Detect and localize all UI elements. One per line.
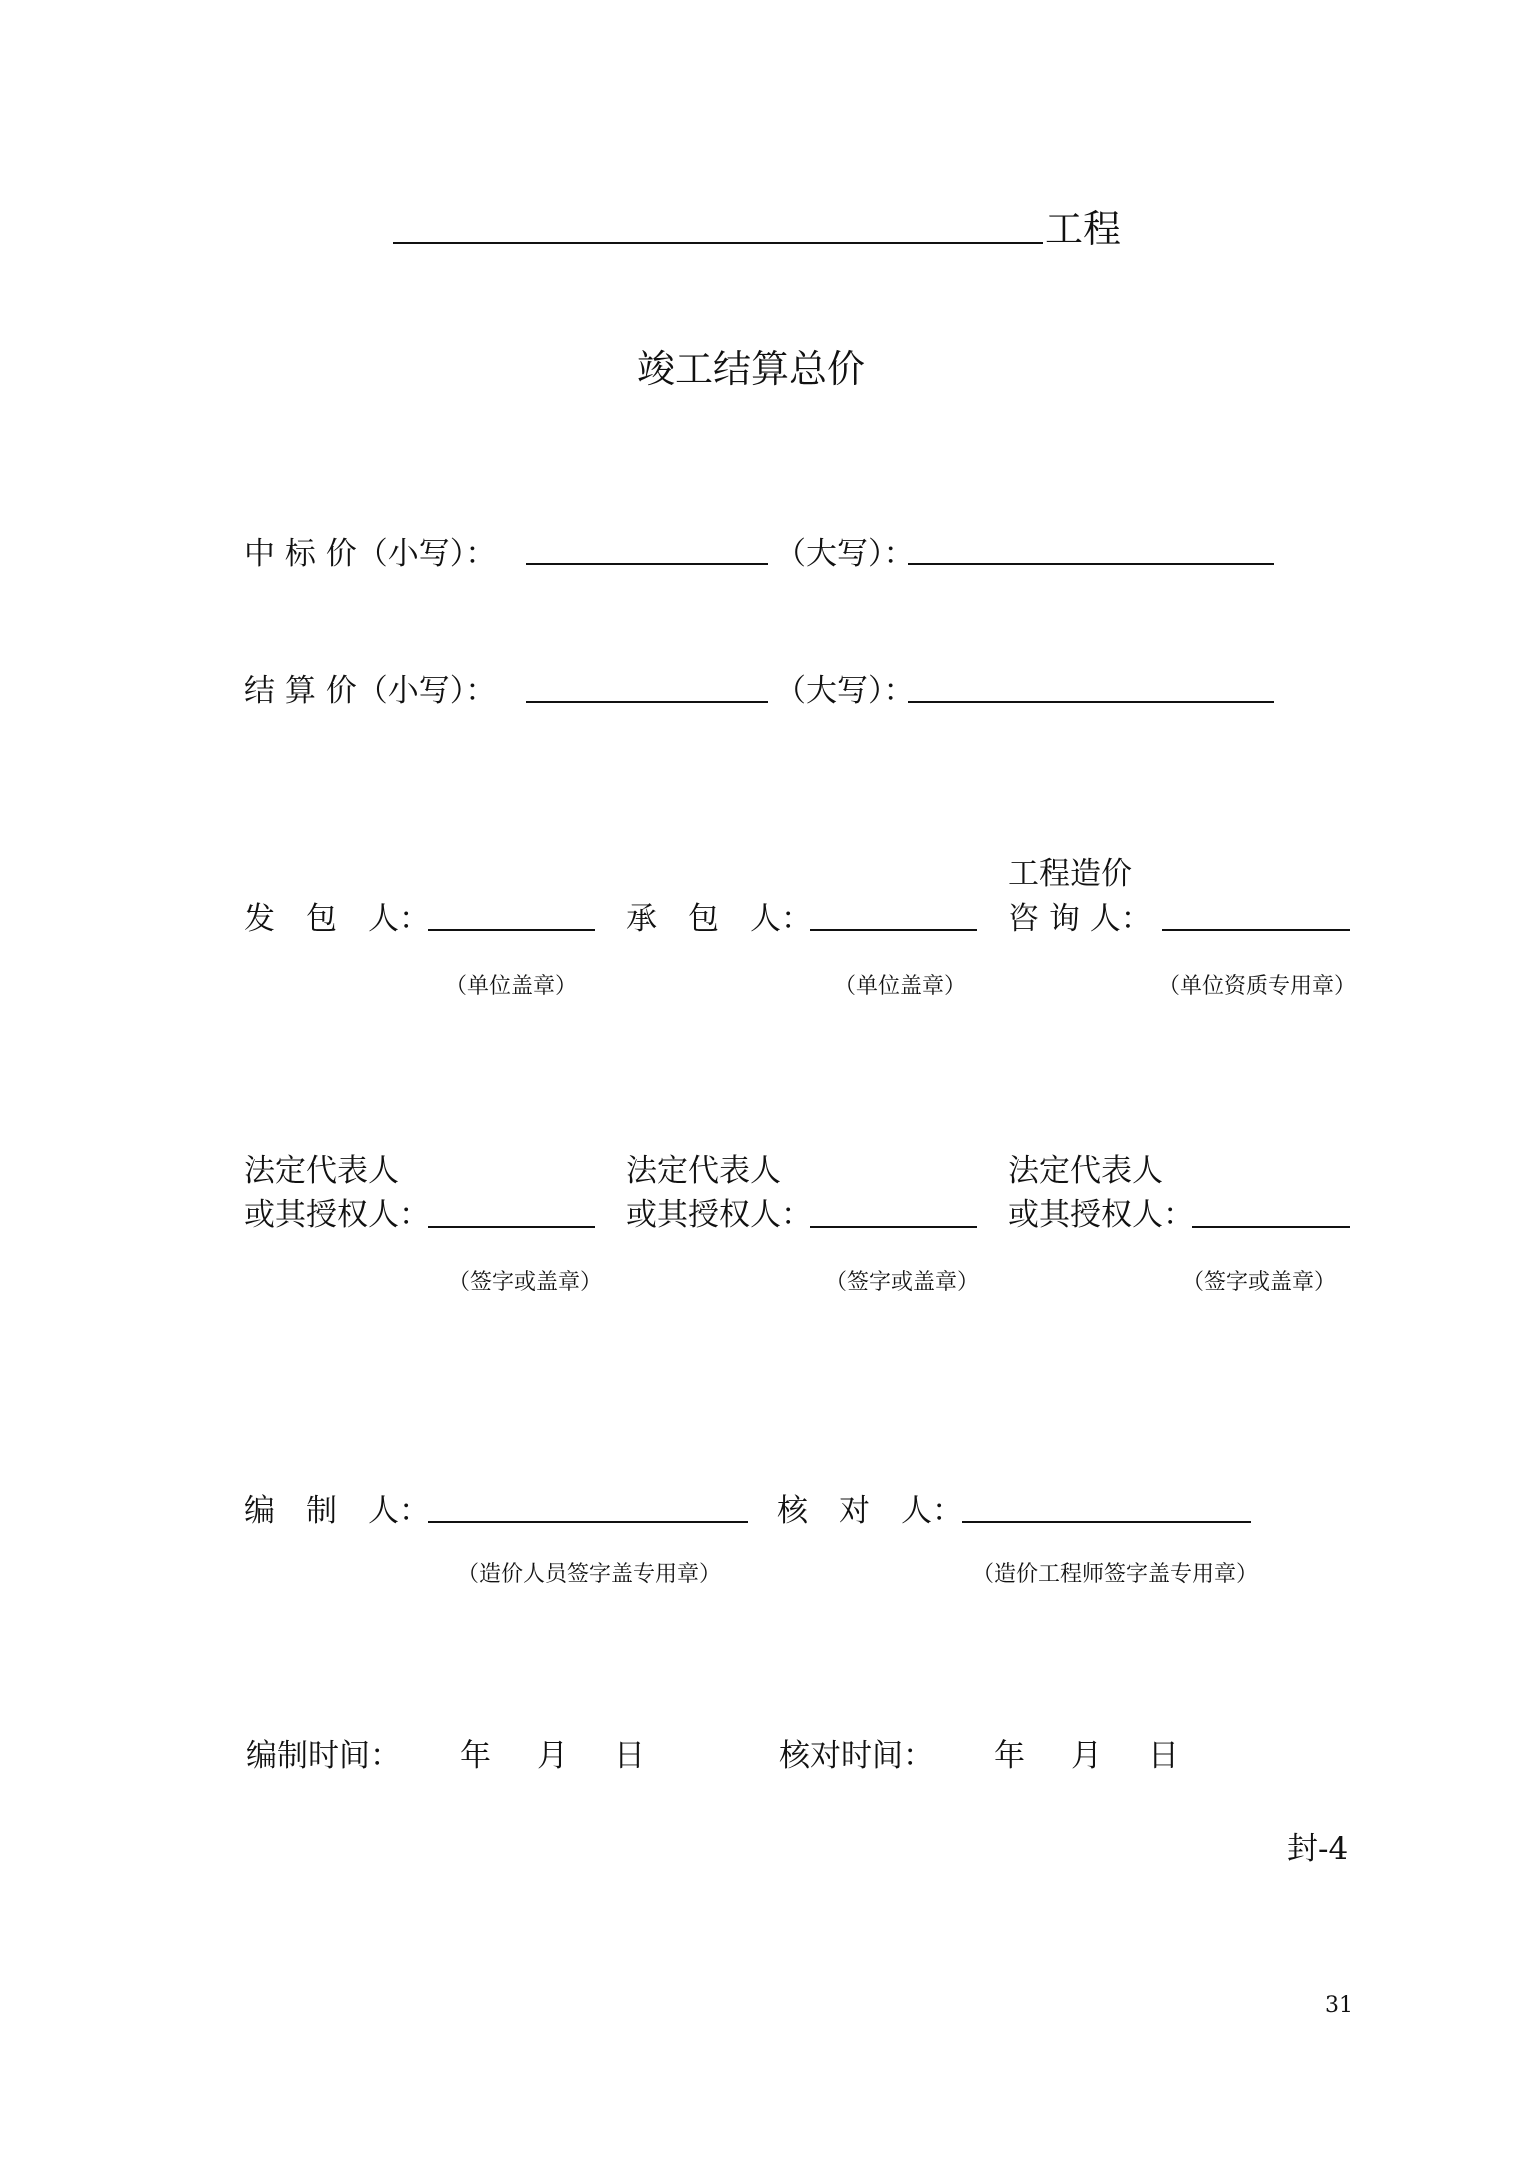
- rep1-blank[interactable]: [428, 1226, 595, 1228]
- project-name-blank[interactable]: [393, 242, 1043, 244]
- rep1-sign-note: （签字或盖章）: [448, 1270, 603, 1295]
- bid-price-upper-blank[interactable]: [908, 563, 1274, 565]
- compile-time-label: 编制时间：: [246, 1738, 401, 1774]
- compiler-label: 编 制 人：: [244, 1493, 430, 1529]
- page-title: 竣工结算总价: [637, 347, 866, 391]
- check-month: 月: [1071, 1738, 1102, 1774]
- compiler-blank[interactable]: [428, 1521, 748, 1523]
- check-time-label: 核对时间：: [779, 1738, 934, 1774]
- compile-month: 月: [537, 1738, 568, 1774]
- bid-price-upper-label: （大写）：: [775, 536, 915, 572]
- bid-price-label: 中 标 价（小写）：: [244, 536, 497, 572]
- consultant-stamp-note: （单位资质专用章）: [1158, 974, 1357, 999]
- rep2-label-line1: 法定代表人: [626, 1153, 781, 1189]
- rep1-label-line2: 或其授权人：: [244, 1197, 430, 1233]
- checker-blank[interactable]: [962, 1521, 1251, 1523]
- compile-year: 年: [460, 1738, 491, 1774]
- rep3-label-line2: 或其授权人：: [1008, 1197, 1194, 1233]
- employer-label: 发 包 人：: [244, 901, 430, 937]
- check-day: 日: [1148, 1738, 1179, 1774]
- bid-price-lower-blank[interactable]: [526, 563, 768, 565]
- rep3-sign-note: （签字或盖章）: [1182, 1270, 1337, 1295]
- rep3-label-line1: 法定代表人: [1008, 1153, 1163, 1189]
- contractor-blank[interactable]: [810, 929, 977, 931]
- rep1-label-line1: 法定代表人: [244, 1153, 399, 1189]
- form-code: 封-4: [1287, 1831, 1349, 1867]
- compiler-stamp-note: （造价人员签字盖专用章）: [457, 1562, 722, 1587]
- rep3-blank[interactable]: [1192, 1226, 1350, 1228]
- page-number: 31: [1325, 1993, 1353, 2018]
- rep2-label-line2: 或其授权人：: [626, 1197, 812, 1233]
- rep2-sign-note: （签字或盖章）: [825, 1270, 980, 1295]
- employer-stamp-note: （单位盖章）: [445, 974, 578, 999]
- employer-blank[interactable]: [428, 929, 595, 931]
- checker-stamp-note: （造价工程师签字盖专用章）: [972, 1562, 1259, 1587]
- rep2-blank[interactable]: [810, 1226, 977, 1228]
- project-suffix: 工程: [1045, 207, 1122, 251]
- consultant-label-line1: 工程造价: [1008, 856, 1132, 892]
- contractor-stamp-note: （单位盖章）: [834, 974, 967, 999]
- consultant-blank[interactable]: [1162, 929, 1350, 931]
- settle-price-label: 结 算 价（小写）：: [244, 673, 497, 709]
- settle-price-upper-blank[interactable]: [908, 701, 1274, 703]
- check-year: 年: [994, 1738, 1025, 1774]
- settle-price-upper-label: （大写）：: [775, 673, 915, 709]
- compile-day: 日: [614, 1738, 645, 1774]
- settle-price-lower-blank[interactable]: [526, 701, 768, 703]
- consultant-label-line2: 咨 询 人：: [1008, 901, 1152, 937]
- contractor-label: 承 包 人：: [626, 901, 812, 937]
- checker-label: 核 对 人：: [777, 1493, 963, 1529]
